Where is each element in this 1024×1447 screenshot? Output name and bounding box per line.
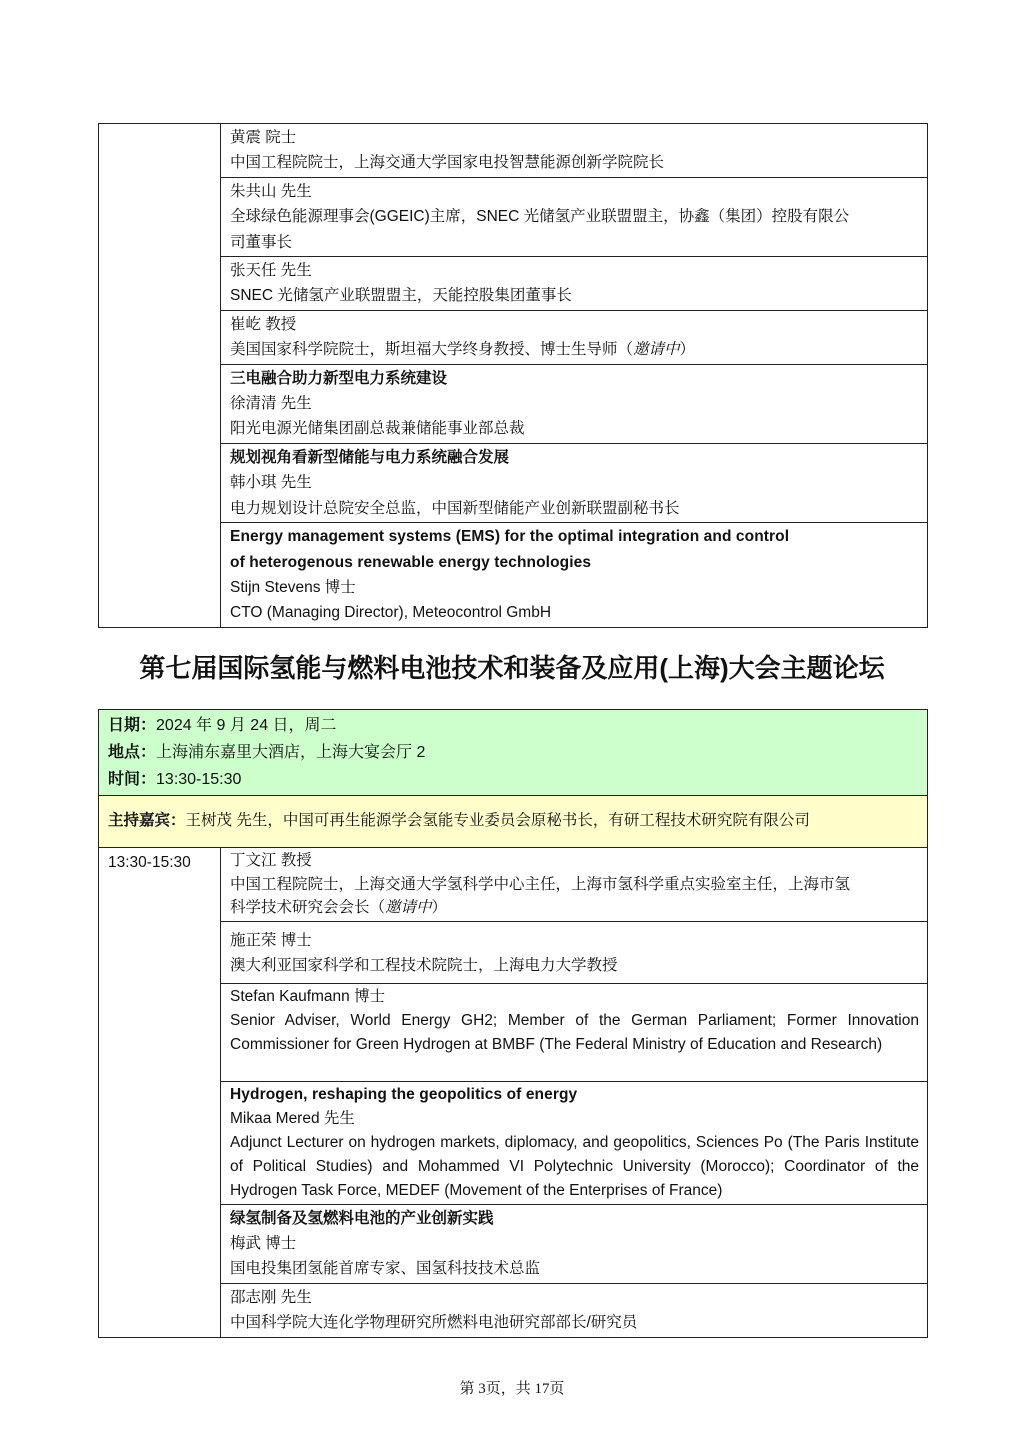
forum-date bbox=[108, 712, 918, 739]
speaker-name: 邵志刚 先生 bbox=[230, 1288, 312, 1306]
speaker-row bbox=[221, 124, 928, 178]
host-label: 主持嘉宾： bbox=[108, 812, 186, 829]
speaker-title: CTO (Managing Director), Meteocontrol GmbH bbox=[230, 604, 552, 622]
date-label: 日期： bbox=[108, 717, 157, 734]
talk-title: Hydrogen, reshaping the geopolitics of energy bbox=[230, 1085, 578, 1103]
speaker-name: 崔屹 教授 bbox=[230, 315, 297, 333]
speaker-title-text: 美国国家科学院院士，斯坦福大学终身教授、博士生导师（ bbox=[230, 341, 634, 359]
forum-info-cell bbox=[99, 710, 928, 796]
venue-value: 上海浦东嘉里大酒店，上海大宴会厅 2 bbox=[156, 744, 426, 761]
speaker-title: 中国科学院大连化学物理研究所燃料电池研究部部长/研究员 bbox=[230, 1314, 638, 1332]
speaker-name: 黄震 院士 bbox=[230, 129, 297, 146]
speaker-row bbox=[221, 921, 928, 983]
speaker-name: Mikaa Mered 先生 bbox=[230, 1109, 355, 1127]
invited-note: 邀请中 bbox=[385, 899, 432, 916]
speaker-title: 阳光电源光储集团副总裁兼储能事业部总裁 bbox=[230, 420, 525, 438]
forum-venue bbox=[108, 739, 918, 766]
speaker-row bbox=[221, 1283, 928, 1337]
talk-row bbox=[221, 364, 928, 443]
talk-title: 三电融合助力新型电力系统建设 bbox=[230, 369, 448, 387]
date-value: 2024 年 9 月 24 日，周二 bbox=[156, 717, 337, 734]
paren-close: ） bbox=[679, 341, 696, 359]
speaker-title: 电力规划设计总院安全总监，中国新型储能产业创新联盟副秘书长 bbox=[230, 499, 680, 517]
speaker-row bbox=[221, 257, 928, 311]
forum-title: 第七届国际氢能与燃料电池技术和装备及应用(上海)大会主题论坛 bbox=[139, 653, 885, 683]
speaker-name: 韩小琪 先生 bbox=[230, 474, 312, 492]
speaker-title-cont: 司董事长 bbox=[230, 233, 293, 251]
venue-label: 地点： bbox=[108, 744, 157, 761]
time-value: 13:30-15:30 bbox=[156, 771, 242, 788]
time-cell-empty bbox=[99, 124, 221, 628]
page-footer: 第 3页，共 17页 bbox=[459, 1381, 565, 1397]
speaker-title: Senior Adviser, World Energy GH2; Member of the German Parliament; Former Innovation Commissioner for Green Hydrogen at BMBF (The Federal Ministry of Education and Research) bbox=[230, 1011, 919, 1053]
speaker-row bbox=[221, 983, 928, 1081]
speaker-title: 国电投集团氢能首席专家、国氢科技技术总监 bbox=[230, 1260, 541, 1278]
forum-agenda-table bbox=[98, 709, 928, 1338]
speaker-name: Stefan Kaufmann 博士 bbox=[230, 987, 386, 1005]
speaker-title: 澳大利亚国家科学和工程技术院院士，上海电力大学教授 bbox=[230, 956, 618, 974]
talk-row bbox=[221, 523, 928, 628]
forum-time bbox=[108, 766, 918, 793]
speaker-name: 施正荣 博士 bbox=[230, 931, 312, 949]
speaker-name: 徐清清 先生 bbox=[230, 395, 312, 413]
speaker-name: Stijn Stevens 博士 bbox=[230, 578, 356, 596]
speaker-row bbox=[221, 310, 928, 364]
host-cell bbox=[99, 796, 928, 848]
speaker-title-text: 科学技术研究会会长（ bbox=[230, 899, 386, 916]
talk-title: 绿氢制备及氢燃料电池的产业创新实践 bbox=[230, 1209, 494, 1227]
speaker-row bbox=[221, 177, 928, 256]
speaker-title bbox=[230, 337, 919, 362]
talk-row bbox=[221, 443, 928, 522]
paren-close: ） bbox=[431, 899, 448, 916]
invited-note: 邀请中 bbox=[633, 341, 680, 359]
talk-title: Energy management systems (EMS) for the optimal integration and control bbox=[230, 528, 790, 546]
agenda-table-continued bbox=[98, 123, 928, 628]
talk-title: 规划视角看新型储能与电力系统融合发展 bbox=[230, 448, 510, 466]
speaker-row bbox=[221, 848, 928, 922]
speaker-title: 中国工程院院士，上海交通大学氢科学中心主任，上海市氢科学重点实验室主任，上海市氢 bbox=[230, 875, 851, 893]
speaker-name: 丁文江 教授 bbox=[230, 852, 312, 869]
speaker-title: SNEC 光储氢产业联盟盟主，天能控股集团董事长 bbox=[230, 287, 572, 305]
talk-row bbox=[221, 1204, 928, 1283]
talk-title-cont: of heterogenous renewable energy technologies bbox=[230, 553, 592, 571]
speaker-name: 梅武 博士 bbox=[230, 1234, 297, 1252]
speaker-name: 张天任 先生 bbox=[230, 262, 312, 280]
talk-row bbox=[221, 1081, 928, 1204]
speaker-name: 朱共山 先生 bbox=[230, 182, 312, 200]
session-time-cell bbox=[99, 848, 221, 1338]
speaker-title: 全球绿色能源理事会(GGEIC)主席，SNEC 光储氢产业联盟盟主，协鑫（集团）控股有限公 bbox=[230, 208, 850, 226]
speaker-title: Adjunct Lecturer on hydrogen markets, diplomacy, and geopolitics, Sciences Po (The Paris Institute of Political Studies) and Mohammed VI Polytechnic University (Morocco); Coordinator of the Hydrogen Task Force, MEDEF (Movement of the Enterprises of France) bbox=[230, 1133, 919, 1199]
time-label: 时间： bbox=[108, 771, 157, 788]
speaker-title-cont bbox=[230, 896, 919, 920]
session-time: 13:30-15:30 bbox=[108, 854, 191, 871]
host-value: 王树茂 先生，中国可再生能源学会氢能专业委员会原秘书长，有研工程技术研究院有限公司 bbox=[185, 812, 810, 829]
speaker-title: 中国工程院院士，上海交通大学国家电投智慧能源创新学院院长 bbox=[230, 154, 665, 172]
